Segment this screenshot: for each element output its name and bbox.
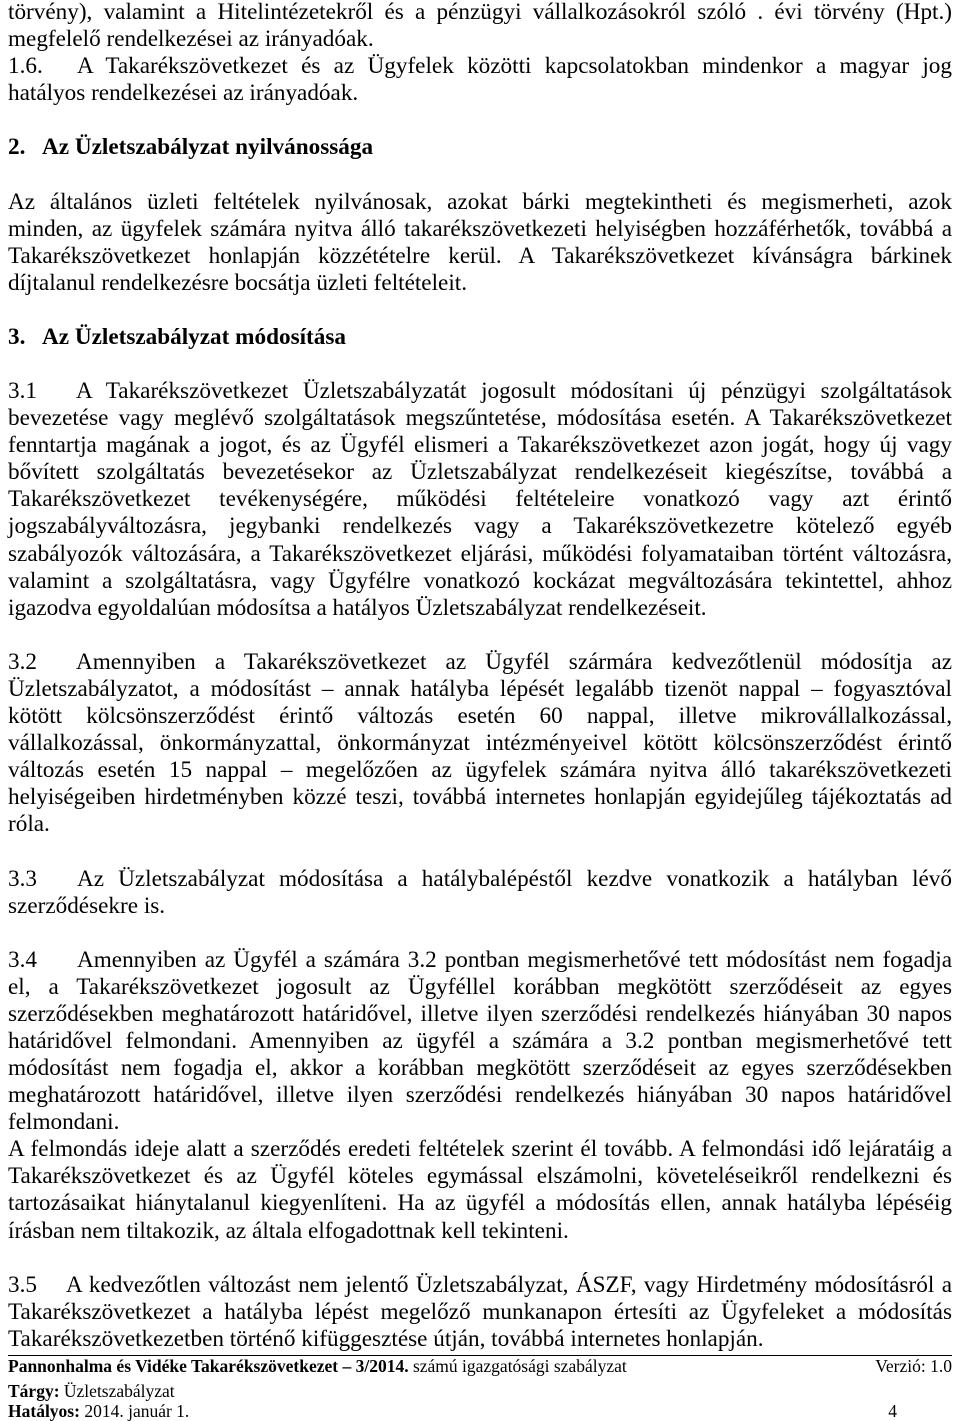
clause-text-line: Takarékszövetkezet és az Ügyfél köteles egymással elszámolni, követeléseikről rendelkezni és (8, 1163, 952, 1190)
clause-text-line: Takarékszövetkezet a hatályba lépést megelőző munkanapon értesíti az Ügyfeleket a módosítás (8, 1298, 952, 1325)
clause-text-line: módosítást nem fogadja el, akkor a korábban megkötött szerződéseit az egyes szerződésekben (8, 1055, 952, 1082)
footer-version: Verzió: 1.0 (875, 1356, 952, 1376)
clause-3-3-first-line (8, 866, 952, 893)
footer-document-row (8, 1356, 952, 1381)
clause-text-line: el, a Takarékszövetkezet jogosult az Ügyféllel korábban megkötött szerződéseit az egyes (8, 973, 952, 1000)
clause-text-line: róla. (8, 811, 50, 838)
clause-text-line: Amennyiben az Ügyfél a számára 3.2 pontban megismerhetővé tett módosítást nem fogadja (77, 946, 952, 973)
paragraph-spacer (8, 622, 952, 649)
paragraph-spacer (8, 351, 952, 378)
clause-number: 3.1 (8, 378, 37, 405)
clause-text-line: hatályos rendelkezései az irányadóak. (8, 80, 359, 107)
clause-text-line: kötött kölcsönszerződést érintő változás esetén 60 nappal, illetve mikrovállalkozással, (8, 703, 952, 730)
clause-1-6-first-line (8, 53, 952, 80)
clause-text-line: Takarékszövetkezet tevékenységére, működési feltételeire vonatkozó vagy azt érintő (8, 486, 952, 513)
clause-text-line: írásban nem tiltakozik, az általa elfogadottnak kell tekinteni. (8, 1217, 569, 1244)
body-text-line: megfelelő rendelkezései az irányadóak. (8, 26, 374, 53)
footer-subject-row (8, 1381, 952, 1401)
clause-text-line: Az Üzletszabályzat módosítása a hatálybalépéstől kezdve vonatkozik a hatályban lévő (77, 865, 952, 892)
clause-3-2-first-line (8, 649, 952, 676)
clause-text-line: szerződésekre is. (8, 892, 166, 919)
section-heading (8, 134, 952, 161)
clause-number: 3.5 (8, 1271, 37, 1298)
paragraph-spacer (8, 838, 952, 865)
clause-text-line: helyiségeiben hirdetményben közzé teszi, továbbá internetes honlapján egyidejűleg tájékoztatás ad (8, 784, 952, 811)
clause-text-line: határidővel felmondani. Amennyiben az ügyfél a számára a 3.2 pontban megismerhetővé tett (8, 1027, 952, 1054)
clause-text-line: valamint a szolgáltatásra, vagy Ügyfélre vonatkozó kockázat megváltozására tekintettel, ahhoz (8, 567, 952, 594)
clause-text-line: szabályozók változására, a Takarékszövetkezet eljárási, működési folyamataiban történt változásra, (8, 540, 952, 567)
clause-3-5-first-line (8, 1272, 952, 1299)
paragraph-spacer (8, 1245, 952, 1272)
clause-text-line: fenntartja magának a jogot, és az Ügyfél elismeri a Takarékszövetkezet azon jogát, hogy új vagy (8, 432, 952, 459)
clause-3-1-first-line (8, 378, 952, 405)
footer-subject: Üzletszabályzat (63, 1381, 175, 1401)
section-number: 2. (8, 134, 26, 161)
footer-effective-row (8, 1401, 952, 1421)
clause-text-line: jogszabályváltozásra, jegybanki rendelkezés vagy a Takarékszövetkezetre kötelező egyéb (8, 513, 952, 540)
paragraph-spacer (8, 107, 952, 134)
section-heading (8, 324, 952, 351)
clause-text-line: igazodva egyoldalúan módosítsa a hatályos Üzletszabályzat rendelkezéseit. (8, 594, 707, 621)
clause-text-line: A Takarékszövetkezet és az Ügyfelek közötti kapcsolatokban mindenkor a magyar jog (77, 53, 952, 80)
document-body (8, 0, 952, 1353)
clause-text-line: tartozásaikat hiánytalanul kiegyenlíteni. Ha az ügyfél a módosítás ellen, annak hatályba lépéséig (8, 1190, 952, 1217)
clause-text-line: Üzletszabályzatot, a módosítást – annak hatályba lépését legalább tizenöt nappal – fogyasztóval (8, 675, 952, 702)
clause-text-line: vállalkozással, önkormányzattal, önkormányzat intézményeivel kötött kölcsönszerződést érintő (8, 730, 952, 757)
footer-subject-label: Tárgy: (8, 1381, 60, 1401)
clause-text-line: meghatározott határidővel, illetve ilyen szerződési rendelkezés hiányában 30 napos határidővel (8, 1082, 952, 1109)
body-text-line: Takarékszövetkezet honlapján közzétételre kerül. A Takarékszövetkezet kívánságra bárkinek (8, 242, 952, 269)
body-text-line: díjtalanul rendelkezésre bocsátja üzleti feltételeit. (8, 269, 468, 296)
clause-number: 1.6. (8, 53, 43, 80)
body-text-line: Az általános üzleti feltételek nyilvánosak, azokat bárki megtekintheti és megismerheti, azok (8, 188, 952, 215)
paragraph-spacer (8, 161, 952, 188)
clause-text-line: Amennyiben a Takarékszövetkezet az Ügyfél szármára kedvezőtlenül módosítja az (76, 648, 952, 675)
footer-regulation: számú igazgatósági szabályzat (412, 1356, 627, 1376)
clause-text-line: felmondani. (8, 1109, 120, 1136)
clause-text-line: Takarékszövetkezetben történő kifüggesztése útján, továbbá internetes honlapján. (8, 1325, 764, 1352)
clause-text-line: szerződésekben meghatározott határidővel, illetve ilyen szerződési rendelkezés hiányában 30 napos (8, 1000, 952, 1027)
footer-organization: Pannonhalma és Vidéke Takarékszövetkezet – 3/2014. (8, 1356, 409, 1376)
clause-text-line: bevezetése vagy meglévő szolgáltatások megszűntetése, módosítása esetén. A Takarékszövetkezet (8, 405, 952, 432)
clause-text-line: A kedvezőtlen változást nem jelentő Üzletszabályzat, ÁSZF, vagy Hirdetmény módosításról a (66, 1271, 952, 1298)
body-text-line: minden, az ügyfelek számára nyitva álló takarékszövetkezeti helyiségben hozzáférhetők, továbbá a (8, 215, 952, 242)
clause-text-line: változás esetén 15 nappal – megelőzően az ügyfelek számára nyitva álló takarékszövetkezeti (8, 757, 952, 784)
clause-text-line: A felmondás ideje alatt a szerződés eredeti feltételek szerint él tovább. A felmondási idő lejáratáig a (8, 1136, 952, 1163)
clause-number: 3.4 (8, 946, 37, 973)
footer-effective-label: Hatályos: (8, 1401, 80, 1421)
section-title: Az Üzletszabályzat módosítása (42, 323, 346, 350)
paragraph-spacer (8, 920, 952, 947)
section-title: Az Üzletszabályzat nyilvánossága (42, 134, 374, 161)
page-number: 4 (888, 1401, 897, 1421)
paragraph-spacer (8, 297, 952, 324)
clause-3-4-first-line (8, 947, 952, 974)
body-text-line: törvény), valamint a Hitelintézetekről és a pénzügyi vállalkozásokról szóló . évi törvény (Hpt.) (8, 0, 952, 25)
section-number: 3. (8, 323, 26, 350)
clause-number: 3.3 (8, 865, 37, 892)
clause-text-line: bővített szolgáltatás bevezetésekor az Üzletszabályzat rendelkezéseit kiegészítse, továbbá a (8, 459, 952, 486)
clause-number: 3.2 (8, 648, 37, 675)
clause-text-line: A Takarékszövetkezet Üzletszabályzatát jogosult módosítani új pénzügyi szolgáltatások (76, 378, 952, 405)
page-footer (8, 1355, 952, 1421)
footer-effective-date: 2014. január 1. (84, 1401, 190, 1421)
